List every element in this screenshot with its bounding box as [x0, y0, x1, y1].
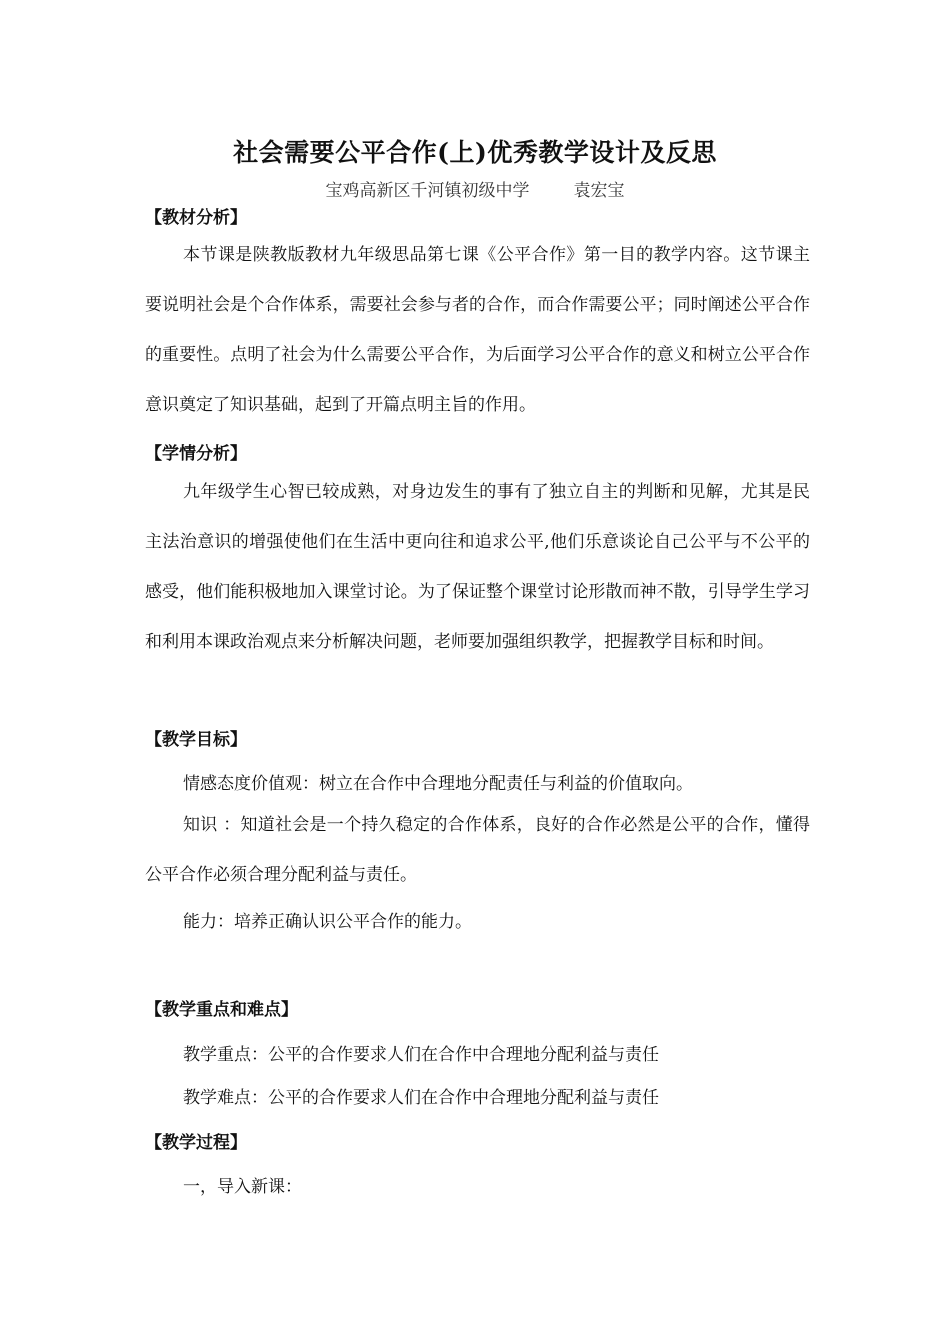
goal-emotion: 情感态度价值观：树立在合作中合理地分配责任与利益的价值取向。 — [183, 774, 693, 794]
paragraph-student-analysis: 九年级学生心智已较成熟，对身边发生的事有了独立自主的判断和见解，尤其是民主法治意识的增强使他们在生活中更向往和追求公平,他们乐意谈论自己公平与不公平的感受，他们能积极地加入课堂讨论。为了保证整个课堂讨论形散而神不散，引导学生学习和利用本课政治观点来分析解决问题，老师要加强组织教学，把握教学目标和时间。 — [145, 482, 810, 652]
process-step-1: 一，导入新课： — [183, 1177, 302, 1197]
author-name: 袁宏宝 — [573, 181, 625, 201]
document-byline — [0, 176, 950, 201]
heading-student-analysis: 【学情分析】 — [145, 444, 247, 464]
goal-ability: 能力：培养正确认识公平合作的能力。 — [183, 912, 472, 932]
document-title: 社会需要公平合作(上)优秀教学设计及反思 — [233, 138, 717, 167]
paragraph-material-analysis: 本节课是陕教版教材九年级思品第七课《公平合作》第一目的教学内容。这节课主要说明社会是个合作体系，需要社会参与者的合作，而合作需要公平；同时阐述公平合作的重要性。点明了社会为什么需要公平合作，为后面学习公平合作的意义和树立公平合作意识奠定了知识基础，起到了开篇点明主旨的作用。 — [145, 245, 810, 415]
school-name: 宝鸡高新区千河镇初级中学 — [325, 181, 530, 201]
heading-teaching-process: 【教学过程】 — [145, 1133, 247, 1153]
difficult-point: 教学难点：公平的合作要求人们在合作中合理地分配利益与责任 — [183, 1088, 659, 1108]
heading-key-points: 【教学重点和难点】 — [145, 1000, 298, 1020]
heading-material-analysis: 【教材分析】 — [145, 208, 247, 228]
key-point: 教学重点：公平的合作要求人们在合作中合理地分配利益与责任 — [183, 1045, 659, 1065]
heading-teaching-goals: 【教学目标】 — [145, 730, 247, 750]
goal-knowledge: 知识 ：知道社会是一个持久稳定的合作体系，良好的合作必然是公平的合作，懂得公平合作必须合理分配利益与责任。 — [145, 815, 810, 885]
